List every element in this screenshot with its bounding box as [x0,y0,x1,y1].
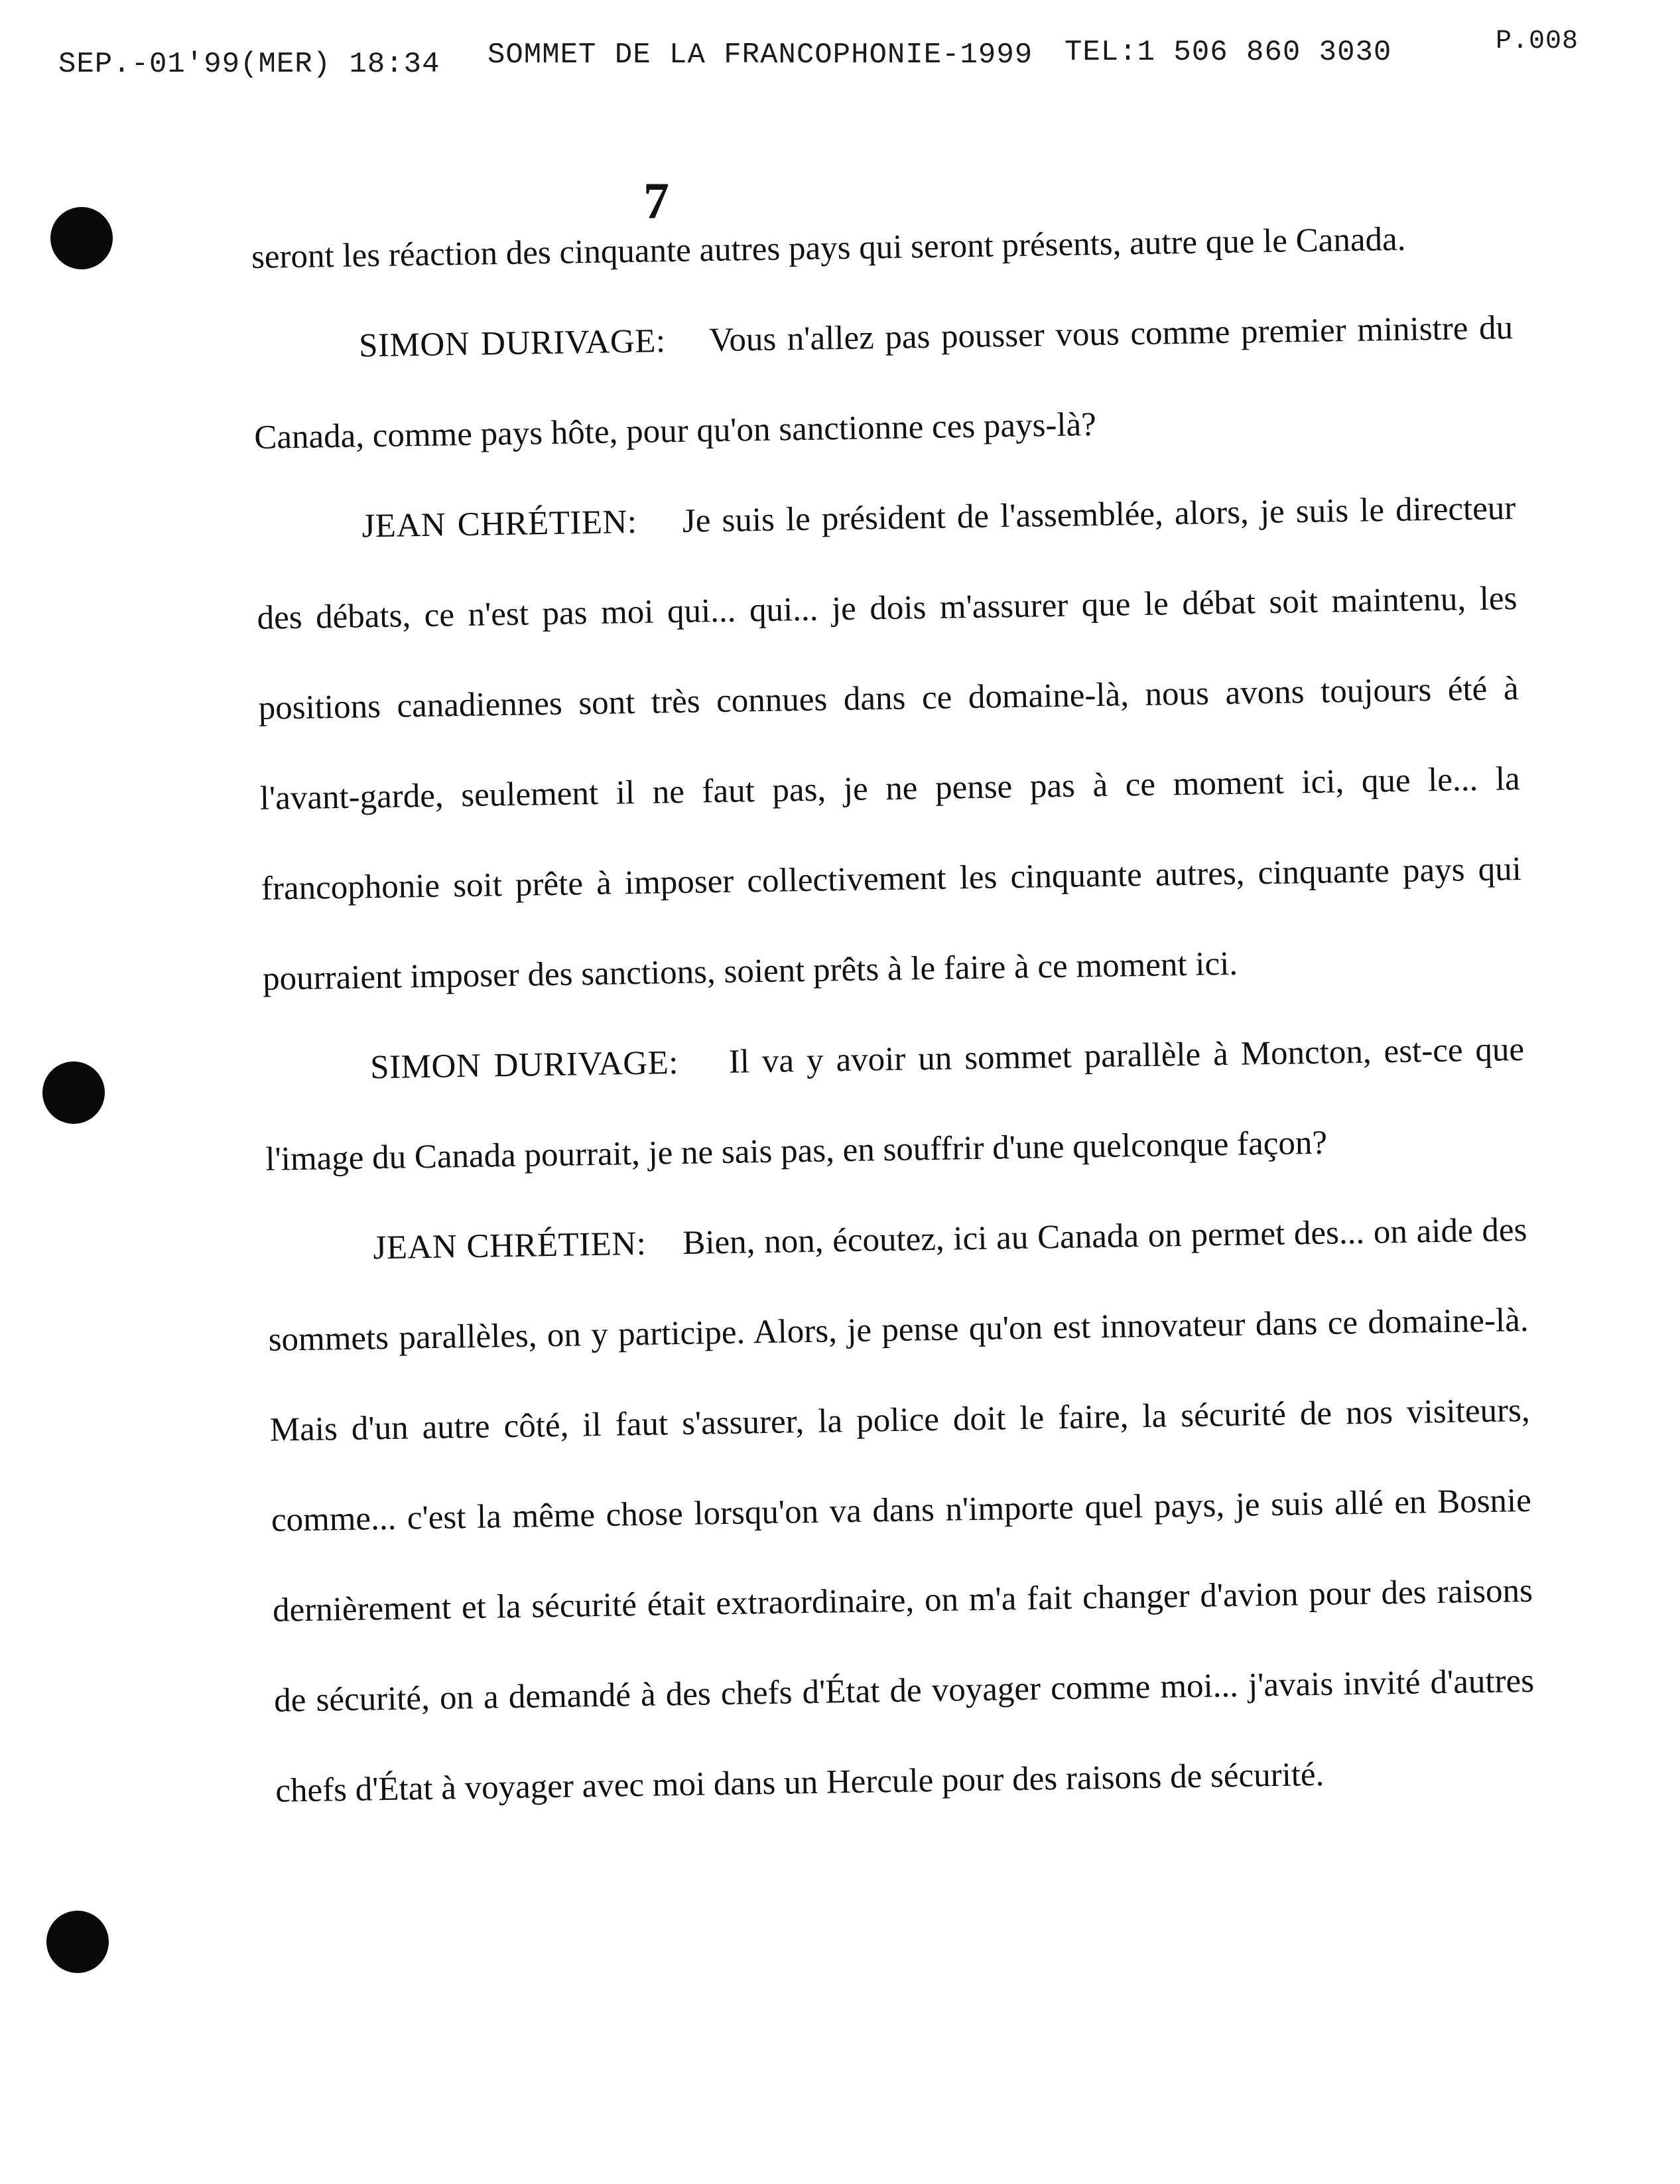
fax-date: SEP.-01'99(MER) 18:34 [58,48,440,81]
speaker-name: JEAN CHRÉTIEN: [361,503,637,545]
speaker-name: SIMON DURIVAGE: [369,1044,679,1087]
paragraph-text: Je suis le président de l'assemblée, alors, je suis le directeur des débats, ce n'est pas moi qui... qui... je dois m'assurer que le débat soit maintenu, les positions canadiennes sont très connues dans ce domaine-là, nous avons toujours été à l'avant-garde, seulement il ne faut pas, je ne pense pas à ce moment ici, que le... la francophonie soit prête à imposer collectivement les cinquante autres, cinquante pays qui pourraient imposer des sanctions, soient prêts à le faire à ce moment ici. [257,490,1522,998]
transcript-paragraph [252,283,1515,483]
transcript-paragraph [266,1185,1536,1836]
paragraph-text: Vous n'allez pas pousser vous comme premier ministre du Canada, comme pays hôte, pour qu'on sanctionne ces pays-là? [253,309,1514,456]
paragraph-text: Bien, non, écoutez, ici au Canada on permet des... on aide des sommets parallèles, on y participe. Alors, je pense qu'on est innovateur dans ce domaine-là. Mais d'un autre côté, il faut s'assurer, la police doit le faire, la sécurité de nos visiteurs, comme... c'est la même chose lorsqu'on va dans n'importe quel pays, je suis allé en Bosnie dernièrement et la sécurité était extraordinaire, on m'a fait changer d'avion pour des raisons de sécurité, on a demandé à des chefs d'État de voyager comme moi... j'avais invité d'autres chefs d'État à voyager avec moi dans un Hercule pour des raisons de sécurité. [268,1211,1535,1810]
transcript-paragraph [255,463,1523,1024]
speaker-name: JEAN CHRÉTIEN: [373,1225,647,1267]
fax-phone-number: TEL:1 506 860 3030 [1065,36,1392,69]
fax-page-number: P.008 [1496,27,1579,56]
punch-hole-middle [42,1061,105,1124]
punch-hole-top [50,207,113,269]
paragraph-text: seront les réaction des cinquante autres pays qui seront présents, autre que le Canada. [251,220,1406,276]
fax-header [0,27,1680,92]
fax-sender-title: SOMMET DE LA FRANCOPHONIE-1999 [487,38,1033,72]
transcript-body [251,192,1536,1836]
punch-hole-bottom [46,1911,109,1973]
speaker-name: SIMON DURIVAGE: [358,322,666,365]
page-number: 7 [643,172,669,230]
paragraph-text: Il va y avoir un sommet parallèle à Moncton, est-ce que l'image du Canada pourrait, je ne sais pas, en souffrir d'une quelconque façon? [265,1031,1525,1178]
transcript-paragraph [263,1004,1526,1205]
